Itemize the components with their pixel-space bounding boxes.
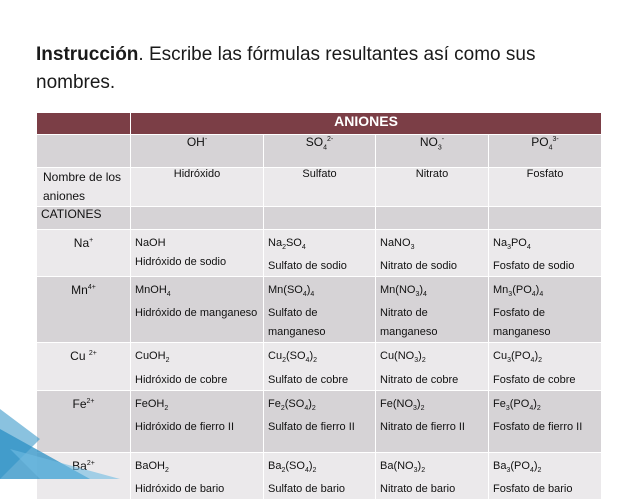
compound-name: Fosfato de sodio [493, 260, 575, 273]
cation-rows [37, 230, 602, 500]
compound-cell [264, 343, 376, 390]
cations-label: CATIONES [37, 207, 131, 230]
compound-cell [376, 452, 489, 499]
compound-formula: $Cu_2(SO_4)_2$ [268, 350, 318, 365]
compound-formula: $Na_3PO_4$ [493, 237, 531, 252]
compound-cell [489, 343, 602, 390]
compound-formula: $Cu(NO_3)_2$ [380, 350, 426, 365]
instruction-label: Instrucción [36, 44, 139, 65]
compound-name: Hidróxido de bario [135, 482, 225, 495]
compound-name: Nitrato de sodio [380, 260, 458, 273]
compound-name: Nitrato de bario [380, 482, 456, 495]
compound-name: Nitrato de fierro II [380, 420, 465, 433]
compound-name: Fosfato de bario [493, 482, 573, 495]
compound-name: Sulfato de bario [268, 482, 346, 495]
cation-symbol: Cu $^{2+}$ [37, 343, 131, 390]
compound-formula: $Fe_3(PO_4)_2$ [493, 397, 541, 412]
compound-name: Nitrato de cobre [380, 373, 459, 386]
compound-cell [489, 452, 602, 499]
anion-name: Hidróxido [131, 168, 264, 207]
compound-formula: NaNO$_3$ [380, 237, 415, 252]
compound-name: Hidróxido de manganeso [135, 307, 258, 320]
compound-formula: $Na_2SO_4$ [268, 237, 306, 252]
compound-formula: $Ba_3(PO_4)_2$ [493, 459, 542, 474]
table-row [37, 343, 602, 390]
compound-cell [264, 277, 376, 343]
compound-cell [131, 343, 264, 390]
table-row [37, 390, 602, 452]
compound-name: Fosfato de manganeso [493, 307, 551, 339]
compound-name: Fosfato de fierro II [493, 420, 583, 433]
compound-name: Hidróxido de fierro II [135, 420, 235, 433]
cation-symbol: $Fe^{2+}$ [37, 390, 131, 452]
compound-cell [264, 390, 376, 452]
cation-symbol: $Ba^{2+}$ [37, 452, 131, 499]
table-row [37, 452, 602, 499]
compound-name: Hidróxido de sodio [135, 256, 227, 268]
compound-formula: NaOH [135, 237, 166, 249]
compound-name: Sulfato de fierro II [268, 420, 355, 433]
compound-cell [489, 230, 602, 277]
compound-name: Sulfato de sodio [268, 260, 347, 273]
chemistry-table [36, 112, 602, 500]
compound-cell [131, 277, 264, 343]
compound-formula: FeOH$_2$ [135, 397, 169, 412]
compound-cell [376, 230, 489, 277]
anion-names-label: Nombre de los aniones [37, 168, 131, 207]
anion-names-row [37, 168, 602, 207]
cation-symbol: $Mn^{4+}$ [37, 277, 131, 343]
anion-name: Fosfato [489, 168, 602, 207]
compound-formula: CuOH$_2$ [135, 350, 170, 365]
compound-cell [489, 390, 602, 452]
compound-cell [264, 452, 376, 499]
instruction-text [36, 41, 616, 97]
cation-symbol: Na+ [37, 230, 131, 277]
compound-formula: BaOH$_2$ [135, 459, 169, 474]
compound-name: Fosfato de cobre [493, 373, 576, 386]
compound-cell [131, 452, 264, 499]
compound-cell [131, 230, 264, 277]
compound-formula: $Ba(NO_3)_2$ [380, 459, 426, 474]
instruction-body: . Escribe las fórmulas resultantes así como sus nombres. [36, 44, 536, 93]
compound-cell [376, 343, 489, 390]
cations-label-row [37, 207, 602, 230]
anion-formula-row [37, 135, 602, 168]
compound-cell [376, 277, 489, 343]
compound-formula: MnOH$_4$ [135, 284, 171, 299]
compound-formula: $Mn_3(PO_4)_4$ [493, 284, 544, 299]
compound-name: Sulfato de cobre [268, 373, 349, 386]
compound-formula: $Mn(SO_4)_4$ [268, 284, 315, 299]
compound-cell [489, 277, 602, 343]
compound-cell [131, 390, 264, 452]
anion-name: Nitrato [376, 168, 489, 207]
table-header-row [37, 113, 602, 135]
compound-formula: $Mn(NO_3)_4$ [380, 284, 427, 299]
aniones-header: ANIONES [131, 113, 602, 135]
anion-formula: $PO_4^{3-}$ [489, 135, 602, 168]
compound-formula: $Ba_2(SO_4)_2$ [268, 459, 317, 474]
compound-formula: $Fe_2(SO_4)_2$ [268, 397, 316, 412]
table-row [37, 277, 602, 343]
compound-formula: $Fe(NO_3)_2$ [380, 397, 425, 412]
compound-cell [376, 390, 489, 452]
compound-name: Hidróxido de cobre [135, 373, 228, 386]
corner-decoration [0, 389, 120, 479]
anion-formula: OH- [131, 135, 264, 168]
anion-name: Sulfato [264, 168, 376, 207]
compound-cell [264, 230, 376, 277]
anion-formula: $NO_3^-$ [376, 135, 489, 168]
compound-name: Sulfato de manganeso [268, 307, 326, 339]
compound-name: Nitrato de manganeso [380, 307, 438, 339]
compound-formula: $Cu_3(PO_4)_2$ [493, 350, 543, 365]
table-row [37, 230, 602, 277]
anion-formula: $SO_4^{2-}$ [264, 135, 376, 168]
